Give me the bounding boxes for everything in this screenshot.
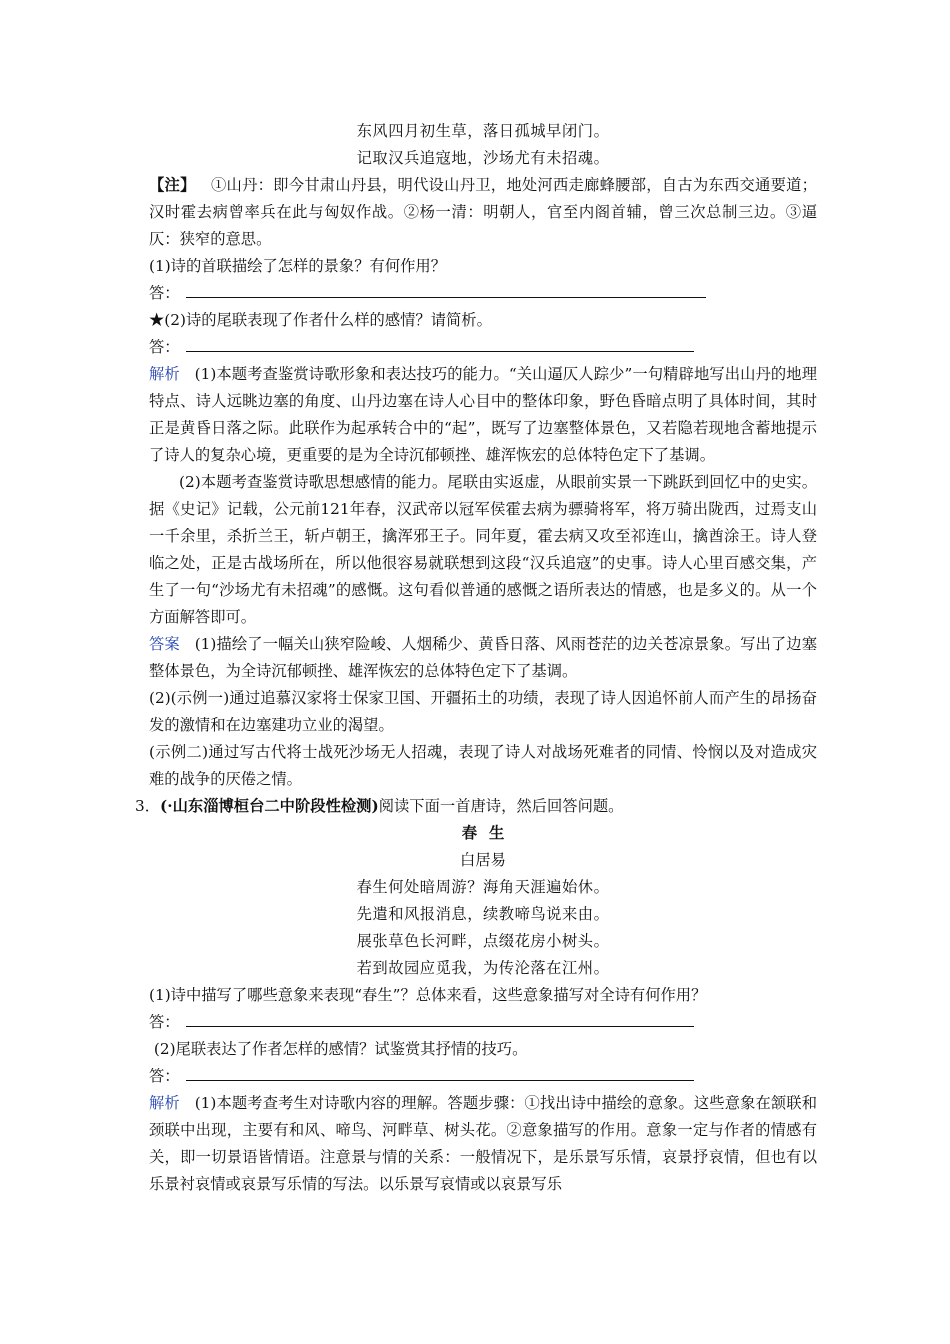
answer-3-2-blank[interactable]: [186, 1064, 694, 1081]
answer-1-label: 答：: [149, 284, 180, 302]
analysis-3-label: 解析: [149, 1094, 180, 1112]
answer-3-2-label: 答：: [149, 1067, 180, 1085]
answer-2-label: 答：: [149, 338, 180, 356]
analysis-1-p2: (2)本题考查鉴赏诗歌思想感情的能力。尾联由实返虚，从眼前实景一下跳跃到回忆中的史实。据《史记》记载，公元前121年春，汉武帝以冠军侯霍去病为骠骑将军，将万骑出陇西，过焉支山一千余里，杀折兰王，斩卢朝王，擒浑邪王子。同年夏，霍去病又攻至祁连山，擒酋涂王。诗人登临之处，正是古战场所在，所以他很容易就联想到这段“汉兵追寇”的史事。诗人心里百感交集，产生了一句“沙场尤有未招魂”的感慨。这句看似普通的感慨之语所表达的情感，也是多义的。从一个方面解答即可。: [149, 473, 817, 626]
answer-1-section-label: 答案: [149, 635, 180, 653]
document-page: [135, 118, 817, 1198]
answer-1-row: [149, 280, 817, 307]
question-3-2: (2)尾联表达了作者怎样的感情？试鉴赏其抒情的技巧。: [149, 1040, 528, 1058]
answer-3-2-row: [149, 1063, 817, 1090]
poem2-title-row: [149, 820, 817, 847]
poem2-line-2: 先遣和风报消息，续教啼鸟说来由。: [356, 905, 610, 923]
poem2-title: 春生: [461, 824, 517, 842]
notes-text: ①山丹：即今甘肃山丹县，明代设山丹卫，地处河西走廊蜂腰部，自古为东西交通要道；汉时霍去病曾率兵在此与匈奴作战。②杨一清：明朝人，官至内阁首辅，曾三次总制三边。③逼仄：狭窄的意思。: [149, 176, 817, 248]
question-1: (1)诗的首联描绘了怎样的景象？有何作用？: [149, 257, 447, 275]
question-3-1: (1)诗中描写了哪些意象来表现“春生”？总体来看，这些意象描写对全诗有何作用？: [149, 986, 707, 1004]
analysis-3-p1: [149, 1090, 817, 1198]
notes: [149, 172, 817, 253]
answer-1-p2: (2)(示例一)通过追慕汉家将士保家卫国、开疆拓土的功绩，表现了诗人因追怀前人而产生的昂扬奋发的激情和在边塞建功立业的渴望。: [149, 689, 817, 734]
poem1-line-4: 记取汉兵追寇地，沙场尤有未招魂。: [356, 149, 610, 167]
section-3-heading: [135, 793, 817, 820]
question-2: ★(2)诗的尾联表现了作者什么样的感情？请简析。: [149, 311, 492, 329]
answer-1-text-1: (1)描绘了一幅关山狭窄险峻、人烟稀少、黄昏日落、风雨苍茫的边关苍凉景象。写出了边塞整体景色，为全诗沉郁顿挫、雄浑恢宏的总体特色定下了基调。: [149, 635, 817, 680]
analysis-1-text-1: (1)本题考查鉴赏诗歌形象和表达技巧的能力。“关山逼仄人踪少”一句精辟地写出山丹的地理特点、诗人远眺边塞的角度、山丹边塞在诗人心目中的整体印象，野色昏暗点明了具体时间，其时正是黄昏日落之际。此联作为起承转合中的“起”，既写了边塞整体景色，又若隐若现地含蓄地提示了诗人的复杂心境，更重要的是为全诗沉郁顿挫、雄浑恢宏的总体特色定下了基调。: [149, 365, 817, 464]
poem2-line-3: 展张草色长河畔，点缀花房小树头。: [356, 932, 610, 950]
answer-1-blank[interactable]: [186, 281, 706, 298]
answer-3-1-row: [149, 1009, 817, 1036]
poem2-line-1: 春生何处暗周游？海角天涯遍始休。: [356, 878, 610, 896]
section-3-number: 3．: [135, 797, 161, 815]
answer-3-1-label: 答：: [149, 1013, 180, 1031]
notes-label: 【注】: [149, 176, 196, 194]
analysis-3-text-1: (1)本题考查考生对诗歌内容的理解。答题步骤：①找出诗中描绘的意象。这些意象在颔联和颈联中出现，主要有和风、啼鸟、河畔草、树头花。②意象描写的作用。意象一定与作者的情感有关，即一切景语皆情语。注意景与情的关系：一般情况下，是乐景写乐情，哀景抒哀情，但也有以乐景衬哀情或哀景写乐情的写法。以乐景写哀情或以哀景写乐: [149, 1094, 817, 1193]
poem2-author: 白居易: [460, 851, 506, 869]
analysis-1-p1: [149, 361, 817, 469]
poem1-line-3: 东风四月初生草，落日孤城早闭门。: [356, 122, 610, 140]
answer-1-p3: (示例二)通过写古代将士战死沙场无人招魂，表现了诗人对战场死难者的同情、怜悯以及对造成灾难的战争的厌倦之情。: [149, 743, 817, 788]
section-3-instruction: 阅读下面一首唐诗，然后回答问题。: [378, 797, 624, 815]
analysis-1-label: 解析: [149, 365, 180, 383]
answer-2-blank[interactable]: [186, 335, 694, 352]
answer-1-p1: [149, 631, 817, 685]
answer-2-row: [149, 334, 817, 361]
poem2-line-4: 若到故园应觅我，为传沦落在江州。: [356, 959, 610, 977]
answer-3-1-blank[interactable]: [186, 1010, 694, 1027]
section-3-source: (·山东淄博桓台二中阶段性检测): [160, 797, 379, 815]
